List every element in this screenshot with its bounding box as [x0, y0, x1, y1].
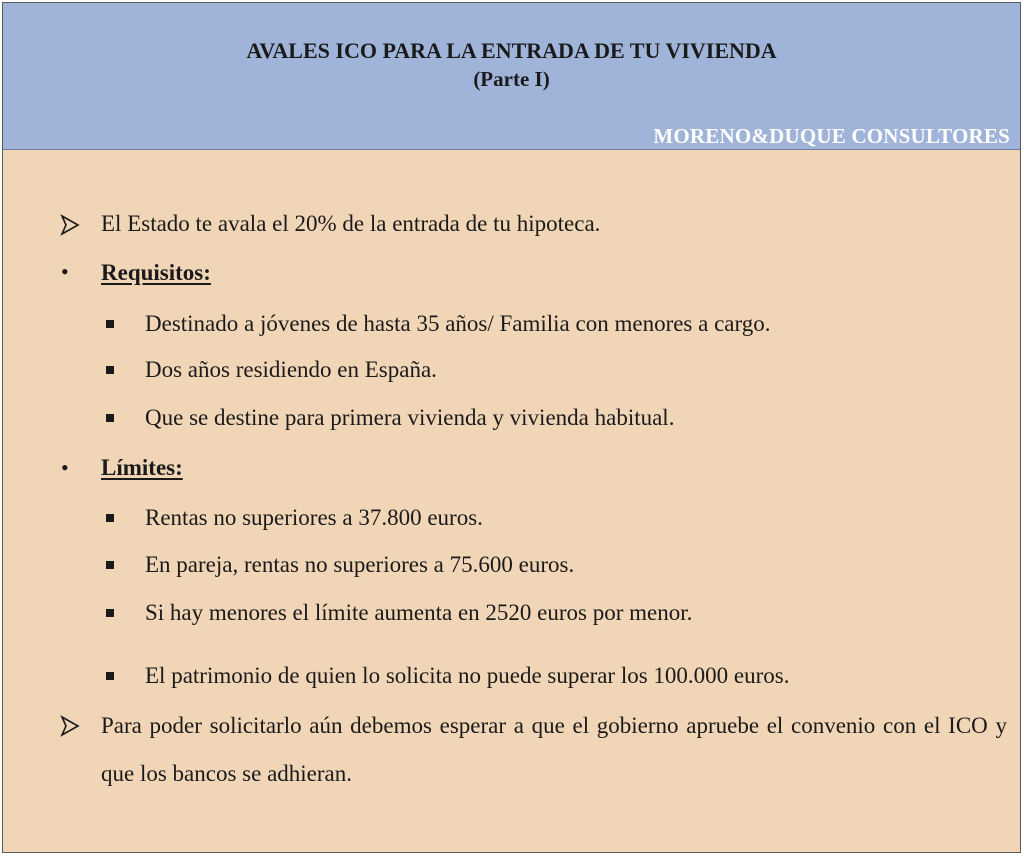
square-bullet-icon — [106, 609, 114, 617]
square-bullet-icon — [106, 514, 114, 522]
requisitos-heading: Requisitos: — [101, 260, 211, 285]
square-bullet-icon — [106, 414, 114, 422]
list-item: En pareja, rentas no superiores a 75.600 euros. — [145, 552, 575, 577]
header-band — [3, 3, 1020, 150]
list-item: Que se destine para primera vivienda y vivienda habitual. — [145, 405, 675, 430]
square-bullet-icon — [106, 672, 114, 680]
square-bullet-icon — [106, 366, 114, 374]
page-title: AVALES ICO PARA LA ENTRADA DE TU VIVIENDA — [246, 38, 777, 63]
arrow-bullet-icon — [60, 214, 80, 236]
square-bullet-icon — [106, 561, 114, 569]
round-bullet-icon: • — [61, 455, 69, 480]
document-page — [2, 2, 1021, 853]
brand-name: MORENO&DUQUE CONSULTORES — [653, 124, 1010, 148]
content-body — [3, 150, 1020, 852]
list-item: Destinado a jóvenes de hasta 35 años/ Familia con menores a cargo. — [145, 311, 771, 336]
intro-text: El Estado te avala el 20% de la entrada de tu hipoteca. — [101, 211, 601, 236]
list-item: Rentas no superiores a 37.800 euros. — [145, 505, 483, 530]
page-subtitle: (Parte I) — [473, 67, 550, 91]
list-item: Si hay menores el límite aumenta en 2520 euros por menor. — [145, 600, 693, 625]
closing-text: Para poder solicitarlo aún debemos esperar a que el gobierno apruebe el convenio con el ICO y que los bancos se adhieran. — [101, 713, 1007, 786]
list-item: El patrimonio de quien lo solicita no puede superar los 100.000 euros. — [145, 663, 790, 688]
limites-heading: Límites: — [101, 455, 183, 480]
arrow-bullet-icon — [60, 715, 80, 737]
round-bullet-icon: • — [61, 259, 69, 284]
list-item: Dos años residiendo en España. — [145, 357, 437, 382]
square-bullet-icon — [106, 320, 114, 328]
